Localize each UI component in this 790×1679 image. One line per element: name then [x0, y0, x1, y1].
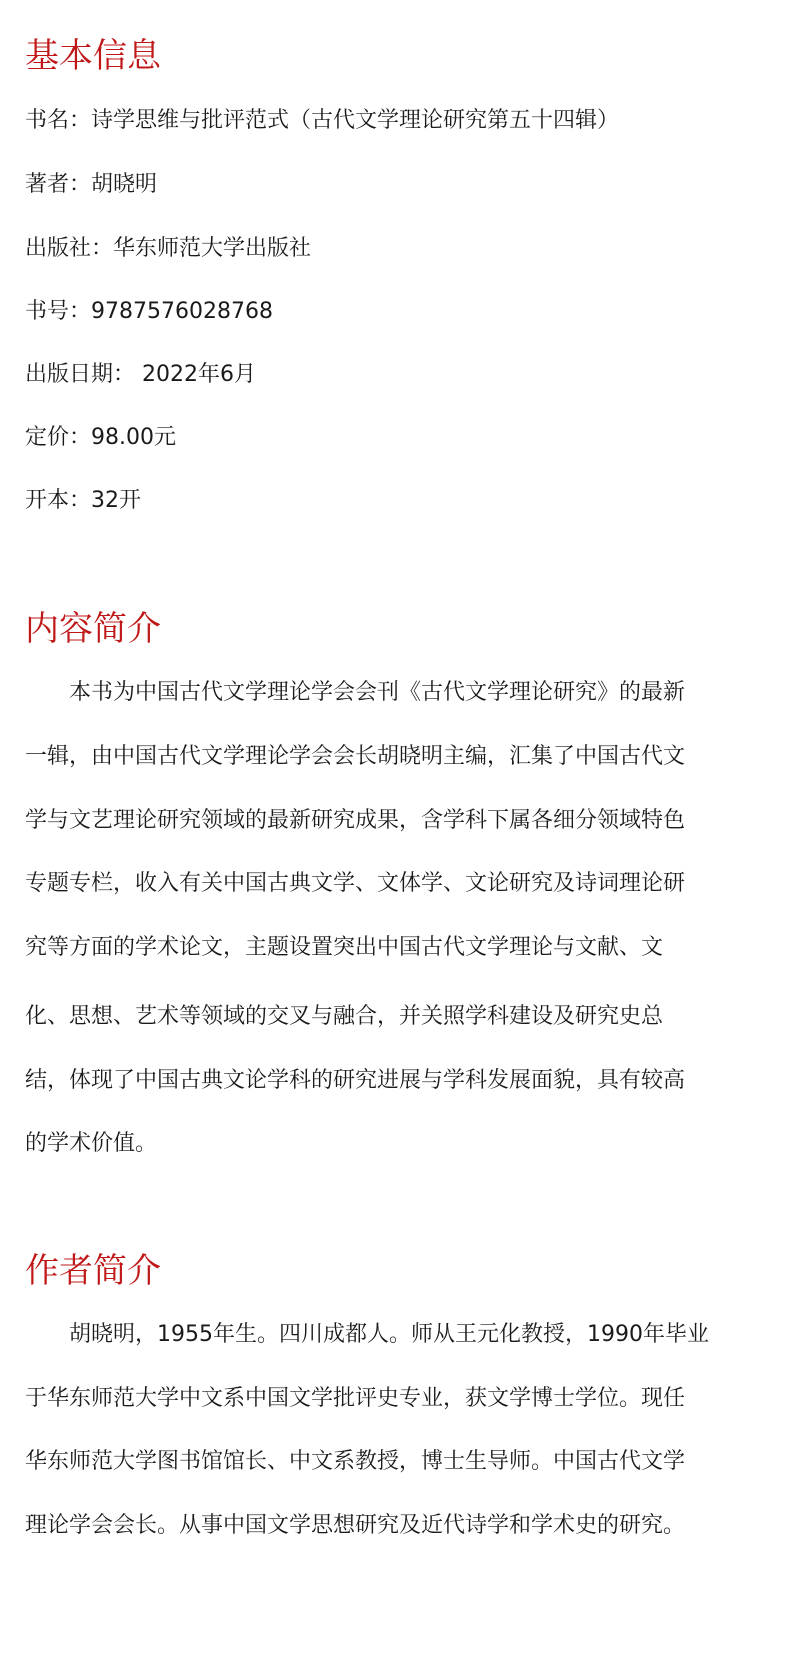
publisher-line: 出版社：华东师范大学出版社: [25, 236, 312, 261]
summary-line: 化、思想、艺术等领域的交叉与融合，并关照学科建设及研究史总: [25, 1004, 664, 1029]
author-line: 著者：胡晓明: [25, 172, 158, 197]
author-intro-line: 华东师范大学图书馆馆长、中文系教授，博士生导师。中国古代文学: [25, 1449, 686, 1474]
summary-line: 究等方面的学术论文，主题设置突出中国古代文学理论与文献、文: [25, 935, 664, 960]
summary-line: 本书为中国古代文学理论学会会刊《古代文学理论研究》的最新: [69, 680, 686, 705]
basic-info-heading: 基本信息: [25, 36, 161, 76]
summary-line: 学与文艺理论研究领域的最新研究成果，含学科下属各细分领域特色: [25, 808, 686, 833]
summary-heading: 内容简介: [25, 609, 161, 649]
isbn-line: 书号：9787576028768: [25, 299, 273, 324]
summary-line: 专题专栏，收入有关中国古典文学、文体学、文论研究及诗词理论研: [25, 871, 686, 896]
author-intro-heading: 作者简介: [25, 1251, 161, 1291]
summary-line: 一辑，由中国古代文学理论学会会长胡晓明主编，汇集了中国古代文: [25, 744, 686, 769]
pub-date-line: 出版日期： 2022年6月: [25, 362, 256, 387]
format-line: 开本：32开: [25, 488, 141, 513]
summary-line: 结，体现了中国古典文论学科的研究进展与学科发展面貌，具有较高: [25, 1068, 686, 1093]
summary-line: 的学术价值。: [25, 1131, 158, 1156]
author-intro-line: 于华东师范大学中文系中国文学批评史专业，获文学博士学位。现任: [25, 1386, 686, 1411]
price-line: 定价：98.00元: [25, 425, 176, 450]
book-title-line: 书名：诗学思维与批评范式（古代文学理论研究第五十四辑）: [25, 108, 620, 133]
author-intro-line: 胡晓明，1955年生。四川成都人。师从王元化教授，1990年毕业: [69, 1322, 709, 1347]
author-intro-line: 理论学会会长。从事中国文学思想研究及近代诗学和学术史的研究。: [25, 1513, 686, 1538]
